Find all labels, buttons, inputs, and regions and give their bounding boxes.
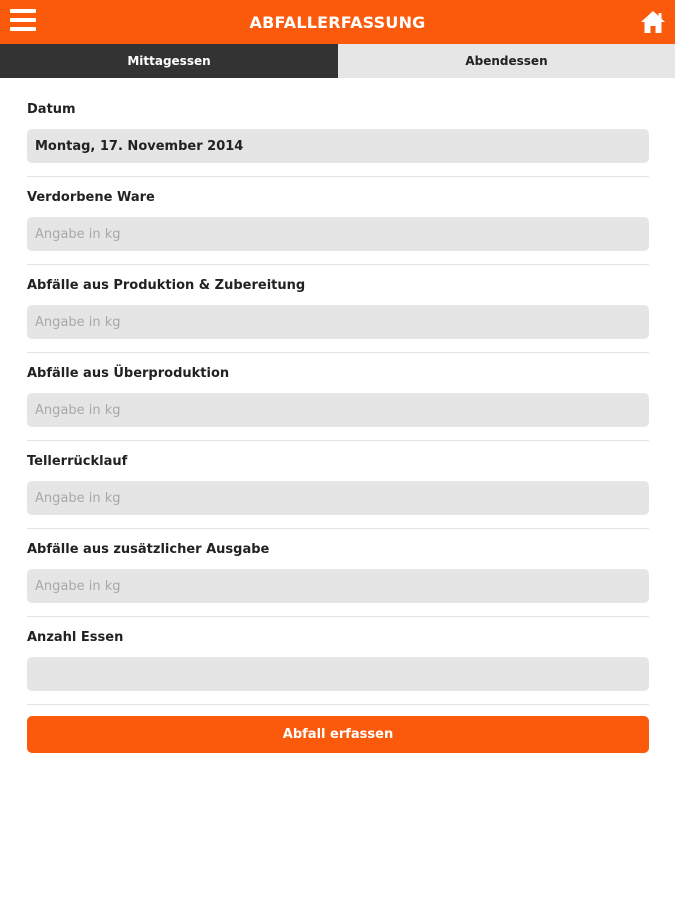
meal-count-input[interactable]	[27, 657, 649, 691]
field-tellerruecklauf	[27, 441, 649, 529]
production-waste-input[interactable]	[27, 305, 649, 339]
date-input[interactable]	[27, 129, 649, 163]
meal-tabs	[0, 44, 675, 78]
overproduction-waste-input[interactable]	[27, 393, 649, 427]
field-label: Tellerrücklauf	[27, 454, 128, 469]
field-verdorbene-ware	[27, 177, 649, 265]
field-label: Abfälle aus Überproduktion	[27, 366, 230, 381]
page-title: ABFALLERFASSUNG	[249, 12, 426, 32]
hamburger-icon[interactable]	[10, 9, 36, 35]
field-label: Anzahl Essen	[27, 630, 124, 645]
field-ueberproduktion	[27, 353, 649, 441]
header-bar	[0, 0, 675, 44]
additional-serving-waste-input[interactable]	[27, 569, 649, 603]
field-label: Abfälle aus Produktion & Zubereitung	[27, 278, 306, 293]
plate-return-input[interactable]	[27, 481, 649, 515]
field-label: Verdorbene Ware	[27, 190, 155, 205]
spoiled-goods-input[interactable]	[27, 217, 649, 251]
tab-abendessen[interactable]: Abendessen	[338, 44, 675, 78]
field-label: Datum	[27, 102, 76, 117]
field-produktion	[27, 265, 649, 353]
field-zusaetzliche-ausgabe	[27, 529, 649, 617]
field-datum	[27, 78, 649, 177]
submit-waste-button[interactable]: Abfall erfassen	[27, 716, 649, 753]
field-anzahl-essen	[27, 617, 649, 705]
tab-mittagessen[interactable]: Mittagessen	[0, 44, 338, 78]
home-icon[interactable]	[640, 10, 666, 34]
field-label: Abfälle aus zusätzlicher Ausgabe	[27, 542, 270, 557]
waste-form	[27, 78, 649, 705]
